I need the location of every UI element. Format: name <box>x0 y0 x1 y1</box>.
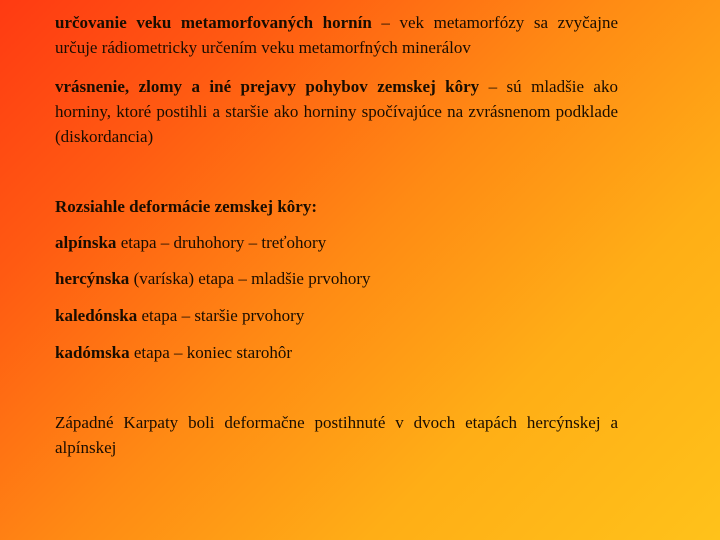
deformation-text: etapa – druhohory – treťohory <box>116 233 327 252</box>
deformation-text: etapa – staršie prvohory <box>137 306 305 325</box>
folding-text: – sú mladšie ako horniny, ktoré postihli a staršie ako horniny spočívajúce na zvrásnenom podklade (diskordancia) <box>55 77 618 146</box>
deformations-heading: Rozsiahle deformácie zemskej kôry: <box>55 197 318 216</box>
dating-text: – vek metamorfózy sa zvyčajne určuje rádiometricky určením veku metamorfných minerálov <box>55 13 618 57</box>
deformation-term: hercýnska <box>55 269 130 288</box>
dating-term: určovanie veku metamorfovaných hornín <box>55 13 372 32</box>
deformation-item-cadomian <box>55 340 618 365</box>
deformation-item-hercynian <box>55 266 618 291</box>
deformation-item-caledonian <box>55 303 618 328</box>
folding-paragraph <box>55 74 618 149</box>
deformation-item-alpine <box>55 230 618 255</box>
deformation-term: alpínska <box>55 233 117 252</box>
deformation-term: kadómska <box>55 343 130 362</box>
folding-term: vrásnenie, zlomy a iné prejavy pohybov zemskej kôry <box>55 77 480 96</box>
deformation-text: (varíska) etapa – mladšie prvohory <box>129 269 371 288</box>
dating-paragraph <box>55 10 618 60</box>
slide <box>55 8 618 532</box>
closing-paragraph: Západné Karpaty boli deformačne postihnuté v dvoch etapách hercýnskej a alpínskej <box>55 413 618 457</box>
deformation-term: kaledónska <box>55 306 138 325</box>
deformation-text: etapa – koniec starohôr <box>129 343 293 362</box>
